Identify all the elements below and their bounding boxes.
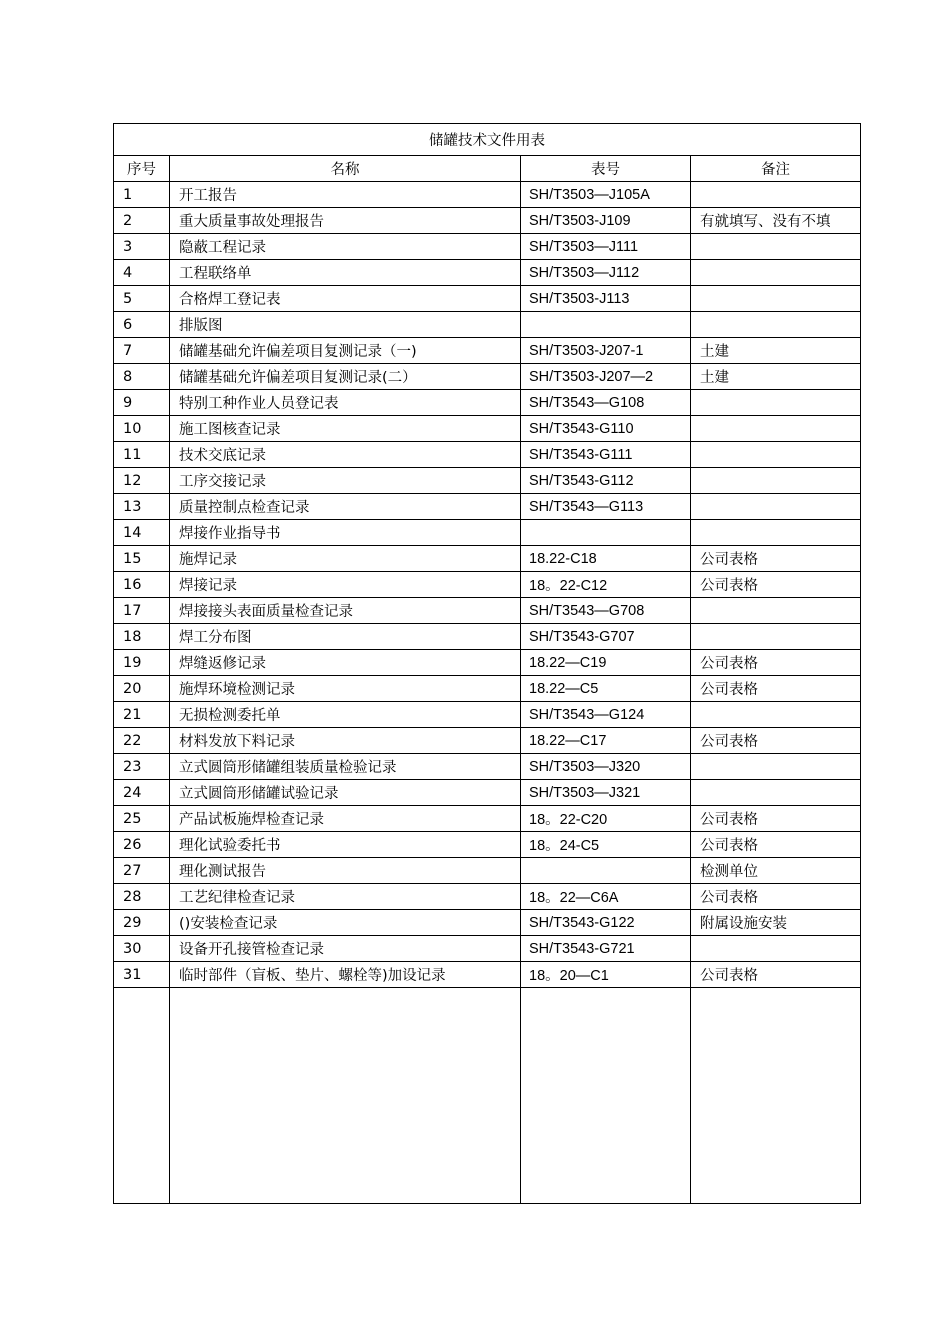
cell-serial-number: 1 — [114, 182, 170, 208]
cell-form-number: SH/T3503-J207-1 — [521, 338, 691, 364]
cell-name: 无损检测委托单 — [170, 702, 521, 728]
table-row — [114, 468, 861, 494]
table-row — [114, 624, 861, 650]
cell-remarks — [691, 520, 861, 546]
cell-serial-number: 21 — [114, 702, 170, 728]
table-body — [114, 182, 861, 1204]
cell-remarks: 公司表格 — [691, 832, 861, 858]
cell-form-number: SH/T3503—J105A — [521, 182, 691, 208]
cell-name: 施工图核查记录 — [170, 416, 521, 442]
cell-form-number: SH/T3543-G110 — [521, 416, 691, 442]
cell-serial-number: 12 — [114, 468, 170, 494]
cell-form-number: 18.22—C17 — [521, 728, 691, 754]
cell-serial-number: 24 — [114, 780, 170, 806]
cell-serial-number: 11 — [114, 442, 170, 468]
cell-form-number: 18.22—C5 — [521, 676, 691, 702]
cell-name: 临时部件（盲板、垫片、螺栓等)加设记录 — [170, 962, 521, 988]
cell-serial-number: 13 — [114, 494, 170, 520]
cell-serial-number: 22 — [114, 728, 170, 754]
cell-serial-number: 14 — [114, 520, 170, 546]
cell-name: 特别工种作业人员登记表 — [170, 390, 521, 416]
cell-serial-number: 30 — [114, 936, 170, 962]
cell-remarks: 有就填写、没有不填 — [691, 208, 861, 234]
table-row — [114, 520, 861, 546]
cell-name: 储罐基础允许偏差项目复测记录（一) — [170, 338, 521, 364]
cell-name: 质量控制点检查记录 — [170, 494, 521, 520]
cell-form-number: 18.22—C19 — [521, 650, 691, 676]
table-row — [114, 598, 861, 624]
table-row — [114, 884, 861, 910]
cell-serial-number: 9 — [114, 390, 170, 416]
cell-name: ()安装检查记录 — [170, 910, 521, 936]
cell-name: 理化测试报告 — [170, 858, 521, 884]
cell-form-number: SH/T3543—G708 — [521, 598, 691, 624]
cell-serial-number: 4 — [114, 260, 170, 286]
cell-name: 理化试验委托书 — [170, 832, 521, 858]
cell-serial-number: 5 — [114, 286, 170, 312]
table-row — [114, 442, 861, 468]
cell-name: 隐蔽工程记录 — [170, 234, 521, 260]
storage-tank-document-table — [113, 123, 861, 1204]
table-title: 储罐技术文件用表 — [114, 124, 861, 156]
cell-serial-number: 26 — [114, 832, 170, 858]
cell-form-number: SH/T3543-G112 — [521, 468, 691, 494]
table-row — [114, 780, 861, 806]
table-row — [114, 650, 861, 676]
cell-remarks — [691, 416, 861, 442]
table-row — [114, 676, 861, 702]
table-row — [114, 572, 861, 598]
header-name: 名称 — [170, 156, 521, 182]
table-row — [114, 234, 861, 260]
table-row — [114, 416, 861, 442]
table-row — [114, 338, 861, 364]
cell-remarks: 公司表格 — [691, 546, 861, 572]
cell-form-number: 18.22-C18 — [521, 546, 691, 572]
cell-name: 产品试板施焊检查记录 — [170, 806, 521, 832]
table-row — [114, 494, 861, 520]
table-row — [114, 858, 861, 884]
cell-form-number — [521, 312, 691, 338]
cell-form-number: SH/T3503-J113 — [521, 286, 691, 312]
cell-name: 工序交接记录 — [170, 468, 521, 494]
cell-name: 立式圆筒形储罐组装质量检验记录 — [170, 754, 521, 780]
cell-form-number: SH/T3543-G122 — [521, 910, 691, 936]
cell-serial-number: 7 — [114, 338, 170, 364]
cell-name: 焊接接头表面质量检查记录 — [170, 598, 521, 624]
cell-serial-number: 23 — [114, 754, 170, 780]
cell-serial-number: 2 — [114, 208, 170, 234]
cell-name: 技术交底记录 — [170, 442, 521, 468]
table-row — [114, 286, 861, 312]
cell-remarks: 公司表格 — [691, 962, 861, 988]
cell-serial-number: 15 — [114, 546, 170, 572]
cell-name: 工艺纪律检查记录 — [170, 884, 521, 910]
cell-serial-number: 31 — [114, 962, 170, 988]
table-row — [114, 182, 861, 208]
cell-form-number: 18。24-C5 — [521, 832, 691, 858]
table-blank-row — [114, 988, 861, 1204]
cell-name: 焊接作业指导书 — [170, 520, 521, 546]
cell-remarks — [691, 624, 861, 650]
cell-name: 材料发放下料记录 — [170, 728, 521, 754]
cell-form-number — [521, 858, 691, 884]
cell-form-number: 18。22—C6A — [521, 884, 691, 910]
blank-cell — [691, 988, 861, 1204]
cell-remarks — [691, 702, 861, 728]
cell-remarks — [691, 182, 861, 208]
cell-serial-number: 3 — [114, 234, 170, 260]
cell-form-number — [521, 520, 691, 546]
cell-serial-number: 28 — [114, 884, 170, 910]
table-row — [114, 312, 861, 338]
cell-serial-number: 18 — [114, 624, 170, 650]
cell-form-number: SH/T3543—G124 — [521, 702, 691, 728]
cell-remarks — [691, 754, 861, 780]
cell-form-number: SH/T3543-G707 — [521, 624, 691, 650]
table-row — [114, 936, 861, 962]
cell-serial-number: 8 — [114, 364, 170, 390]
cell-serial-number: 27 — [114, 858, 170, 884]
cell-name: 工程联络单 — [170, 260, 521, 286]
table-row — [114, 832, 861, 858]
table-row — [114, 208, 861, 234]
cell-remarks — [691, 312, 861, 338]
table-row — [114, 702, 861, 728]
cell-form-number: SH/T3543-G111 — [521, 442, 691, 468]
cell-remarks: 公司表格 — [691, 676, 861, 702]
cell-form-number: SH/T3543—G108 — [521, 390, 691, 416]
cell-serial-number: 17 — [114, 598, 170, 624]
cell-serial-number: 29 — [114, 910, 170, 936]
cell-name: 储罐基础允许偏差项目复测记录(二） — [170, 364, 521, 390]
cell-serial-number: 25 — [114, 806, 170, 832]
blank-cell — [114, 988, 170, 1204]
cell-remarks: 公司表格 — [691, 806, 861, 832]
table-row — [114, 390, 861, 416]
cell-remarks: 附属设施安装 — [691, 910, 861, 936]
cell-remarks: 检测单位 — [691, 858, 861, 884]
cell-form-number: SH/T3503-J109 — [521, 208, 691, 234]
cell-form-number: SH/T3503—J111 — [521, 234, 691, 260]
cell-remarks: 土建 — [691, 338, 861, 364]
header-form-number: 表号 — [521, 156, 691, 182]
cell-remarks — [691, 468, 861, 494]
table-row — [114, 728, 861, 754]
table-row — [114, 806, 861, 832]
cell-remarks — [691, 936, 861, 962]
table-row — [114, 364, 861, 390]
cell-name: 设备开孔接管检查记录 — [170, 936, 521, 962]
cell-remarks: 公司表格 — [691, 572, 861, 598]
header-remarks: 备注 — [691, 156, 861, 182]
cell-form-number: 18。20—C1 — [521, 962, 691, 988]
table-title-row — [114, 124, 861, 156]
cell-remarks — [691, 494, 861, 520]
cell-form-number: SH/T3503-J207—2 — [521, 364, 691, 390]
table-row — [114, 910, 861, 936]
cell-form-number: 18。22-C12 — [521, 572, 691, 598]
cell-remarks: 公司表格 — [691, 728, 861, 754]
table-header-row — [114, 156, 861, 182]
cell-serial-number: 20 — [114, 676, 170, 702]
cell-remarks: 公司表格 — [691, 650, 861, 676]
cell-remarks: 公司表格 — [691, 884, 861, 910]
table-row — [114, 546, 861, 572]
cell-form-number: SH/T3543—G113 — [521, 494, 691, 520]
cell-name: 开工报告 — [170, 182, 521, 208]
cell-form-number: SH/T3503—J321 — [521, 780, 691, 806]
cell-remarks — [691, 390, 861, 416]
cell-name: 焊接记录 — [170, 572, 521, 598]
cell-remarks — [691, 442, 861, 468]
cell-name: 施焊环境检测记录 — [170, 676, 521, 702]
cell-name: 焊缝返修记录 — [170, 650, 521, 676]
table-row — [114, 260, 861, 286]
blank-cell — [521, 988, 691, 1204]
blank-cell — [170, 988, 521, 1204]
cell-remarks — [691, 260, 861, 286]
cell-serial-number: 16 — [114, 572, 170, 598]
cell-remarks — [691, 286, 861, 312]
cell-serial-number: 19 — [114, 650, 170, 676]
cell-remarks — [691, 234, 861, 260]
cell-name: 立式圆筒形储罐试验记录 — [170, 780, 521, 806]
cell-name: 排版图 — [170, 312, 521, 338]
cell-name: 焊工分布图 — [170, 624, 521, 650]
cell-name: 施焊记录 — [170, 546, 521, 572]
cell-name: 重大质量事故处理报告 — [170, 208, 521, 234]
cell-form-number: SH/T3543-G721 — [521, 936, 691, 962]
cell-remarks — [691, 780, 861, 806]
cell-form-number: SH/T3503—J320 — [521, 754, 691, 780]
cell-name: 合格焊工登记表 — [170, 286, 521, 312]
cell-serial-number: 6 — [114, 312, 170, 338]
cell-form-number: 18。22-C20 — [521, 806, 691, 832]
cell-remarks — [691, 598, 861, 624]
cell-form-number: SH/T3503—J112 — [521, 260, 691, 286]
cell-serial-number: 10 — [114, 416, 170, 442]
cell-remarks: 土建 — [691, 364, 861, 390]
table-row — [114, 962, 861, 988]
header-serial-number: 序号 — [114, 156, 170, 182]
table-row — [114, 754, 861, 780]
